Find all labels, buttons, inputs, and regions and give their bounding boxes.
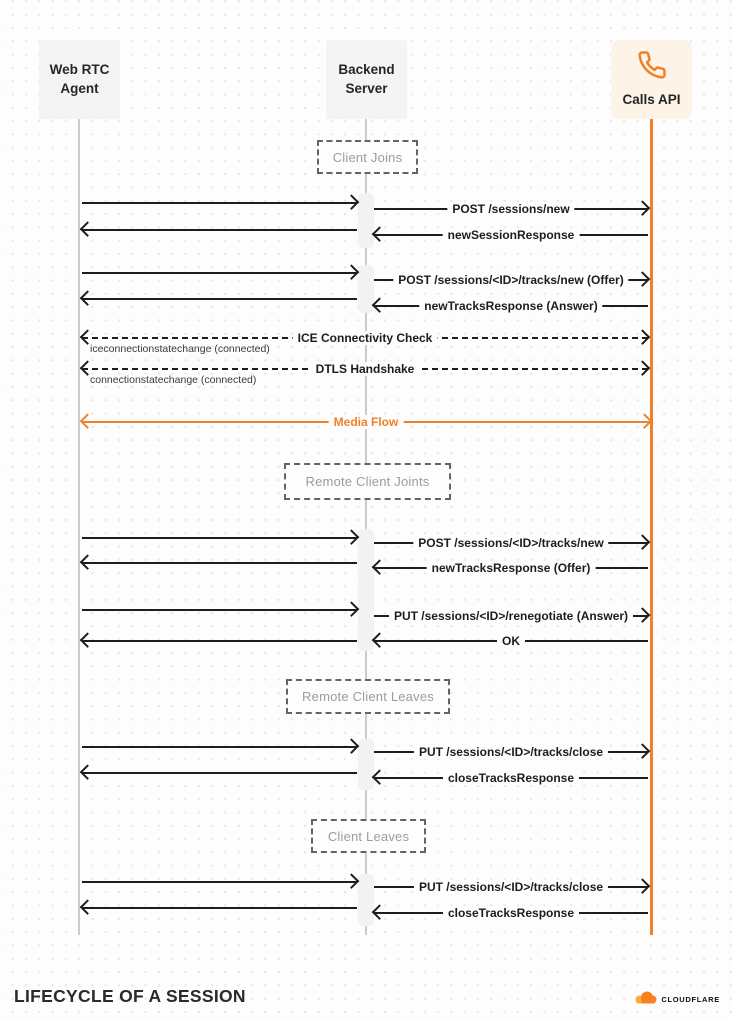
lifeline-calls-api [650,119,653,935]
message-arrow-close-tracks-response [374,769,648,787]
section-label: Client Leaves [327,828,410,844]
message-label: closeTracksResponse [443,906,579,920]
message-label: ICE Connectivity Check [293,331,438,345]
message-label: DTLS Handshake [311,362,420,376]
section-box-client-joins [317,140,418,174]
cloudflare-logo [633,990,720,1009]
message-arrow-post-sessions-new [374,200,648,218]
arrow-backend-to-webrtc [82,632,357,650]
message-label: closeTracksResponse [443,771,579,785]
arrow-backend-to-webrtc [82,290,357,308]
message-label: PUT /sessions/<ID>/tracks/close [414,745,608,759]
arrow-backend-to-webrtc [82,221,357,239]
message-label: POST /sessions/new [447,202,574,216]
section-box-client-leaves [311,819,426,853]
message-label: PUT /sessions/<ID>/renegotiate (Answer) [389,609,633,623]
caption-connectionstatechange: connectionstatechange (connected) [90,374,257,386]
message-arrow-put-renegotiate-answer [374,607,648,625]
message-arrow-close-tracks-response [374,904,648,922]
cloudflare-wordmark: CLOUDFLARE [661,995,720,1004]
section-label: Remote Client Joints [305,474,430,489]
message-label: newSessionResponse [443,228,580,242]
arrow-webrtc-to-backend [82,738,357,756]
message-arrow-post-tracks-new-offer [374,271,648,289]
message-label: newTracksResponse (Answer) [419,299,602,313]
activation-bar [358,739,374,790]
actor-label: Backend [338,61,395,77]
arrow-webrtc-to-backend [82,264,357,282]
arrow-webrtc-to-backend [82,194,357,212]
actor-label: Calls API [622,91,681,107]
section-label: Remote Client Leaves [302,689,434,704]
message-label: OK [497,634,525,648]
message-arrow-put-tracks-close [374,743,648,761]
section-box-remote-client-joins [284,463,451,500]
actor-box-webrtc-agent [39,40,120,119]
phone-icon [637,50,667,86]
message-label: PUT /sessions/<ID>/tracks/close [414,880,608,894]
actor-box-calls-api [611,40,692,119]
activation-bar [358,193,374,248]
message-arrow-put-tracks-close [374,878,648,896]
message-arrow-post-tracks-new [374,534,648,552]
actor-label: Server [345,80,388,96]
page-title: LIFECYCLE OF A SESSION [14,986,246,1006]
message-arrow-new-tracks-response-offer [374,559,648,577]
arrow-webrtc-to-backend [82,601,357,619]
actor-label: Web RTC [49,61,110,77]
caption-iceconnectionstatechange: iceconnectionstatechange (connected) [90,343,270,355]
actor-label: Agent [60,80,99,96]
arrow-webrtc-to-backend [82,529,357,547]
section-box-remote-client-leaves [286,679,450,714]
section-label: Client Joins [332,149,403,165]
message-label: Media Flow [329,415,404,429]
message-arrow-new-tracks-response-answer [374,297,648,315]
activation-bar [358,529,374,651]
arrow-backend-to-webrtc [82,554,357,572]
message-arrow-new-session-response [374,226,648,244]
cloudflare-cloud-icon [633,990,657,1009]
arrow-webrtc-to-backend [82,873,357,891]
message-label: newTracksResponse (Offer) [427,561,596,575]
arrow-backend-to-webrtc [82,764,357,782]
message-label: POST /sessions/<ID>/tracks/new [413,536,608,550]
actor-box-backend-server [326,40,407,119]
message-arrow-media-flow [82,413,650,431]
activation-bar [358,874,374,926]
arrow-backend-to-webrtc [82,899,357,917]
message-label: POST /sessions/<ID>/tracks/new (Offer) [393,273,628,287]
message-arrow-ok [374,632,648,650]
lifeline-webrtc-agent [78,119,80,935]
